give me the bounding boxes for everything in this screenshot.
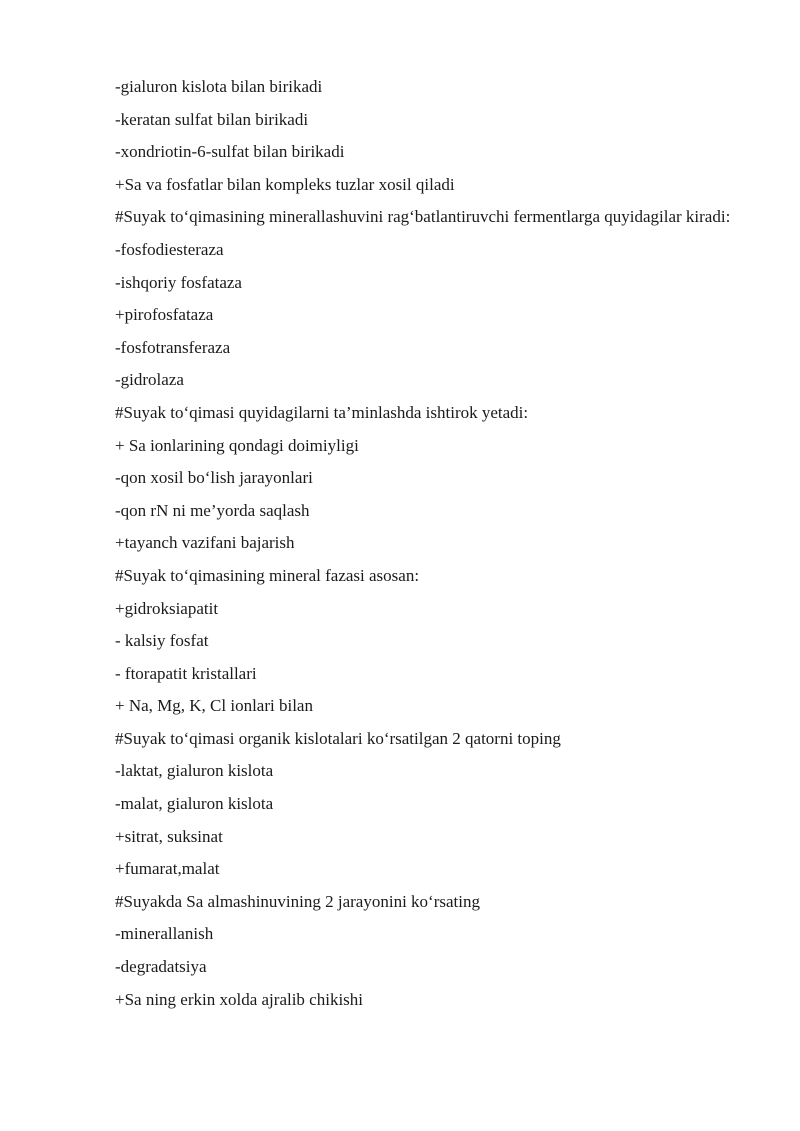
- answer-option: +tayanch vazifani bajarish: [115, 533, 295, 553]
- answer-option: -degradatsiya: [115, 957, 207, 977]
- answer-option: -qon rN ni me’yorda saqlash: [115, 500, 310, 520]
- answer-option: -xondriotin-6-sulfat bilan birikadi: [115, 142, 345, 162]
- answer-option: -gidrolaza: [115, 370, 184, 390]
- answer-option: +pirofosfataza: [115, 305, 214, 325]
- answer-option: - kalsiy fosfat: [115, 631, 209, 651]
- question-text: #Suyak to‘qimasining mineral fazasi asosan:: [115, 565, 420, 585]
- answer-option: +fumarat,malat: [115, 859, 220, 879]
- question-text: #Suyak to‘qimasining minerallashuvini rag‘batlantiruvchi fermentlarga quyidagilar kiradi:: [115, 207, 731, 227]
- answer-option: + Na, Mg, K, Cl ionlari bilan: [115, 696, 313, 716]
- answer-option: -minerallanish: [115, 924, 214, 944]
- question-text: #Suyakda Sa almashinuvining 2 jarayonini ko‘rsating: [115, 891, 480, 911]
- answer-option: -qon xosil bo‘lish jarayonlari: [115, 468, 313, 488]
- answer-option: +Sa va fosfatlar bilan kompleks tuzlar xosil qiladi: [115, 174, 455, 194]
- answer-option: -fosfotransferaza: [115, 337, 231, 357]
- answer-option: - ftorapatit kristallari: [115, 663, 257, 683]
- document-body: [115, 71, 765, 1016]
- answer-option: +gidroksiapatit: [115, 598, 219, 618]
- answer-option: + Sa ionlarining qondagi doimiyligi: [115, 435, 359, 455]
- answer-option: -fosfodiesteraza: [115, 239, 224, 259]
- question-text: #Suyak to‘qimasi organik kislotalari ko‘rsatilgan 2 qatorni toping: [115, 728, 561, 748]
- answer-option: -gialuron kislota bilan birikadi: [115, 77, 323, 96]
- answer-option: -keratan sulfat bilan birikadi: [115, 109, 309, 129]
- answer-option: +sitrat, suksinat: [115, 826, 223, 846]
- answer-option: -laktat, gialuron kislota: [115, 761, 274, 781]
- answer-option: +Sa ning erkin xolda ajralib chikishi: [115, 989, 364, 1009]
- answer-option: -malat, gialuron kislota: [115, 794, 274, 814]
- question-text: #Suyak to‘qimasi quyidagilarni ta’minlashda ishtirok yetadi:: [115, 402, 529, 422]
- answer-option: -ishqoriy fosfataza: [115, 272, 242, 292]
